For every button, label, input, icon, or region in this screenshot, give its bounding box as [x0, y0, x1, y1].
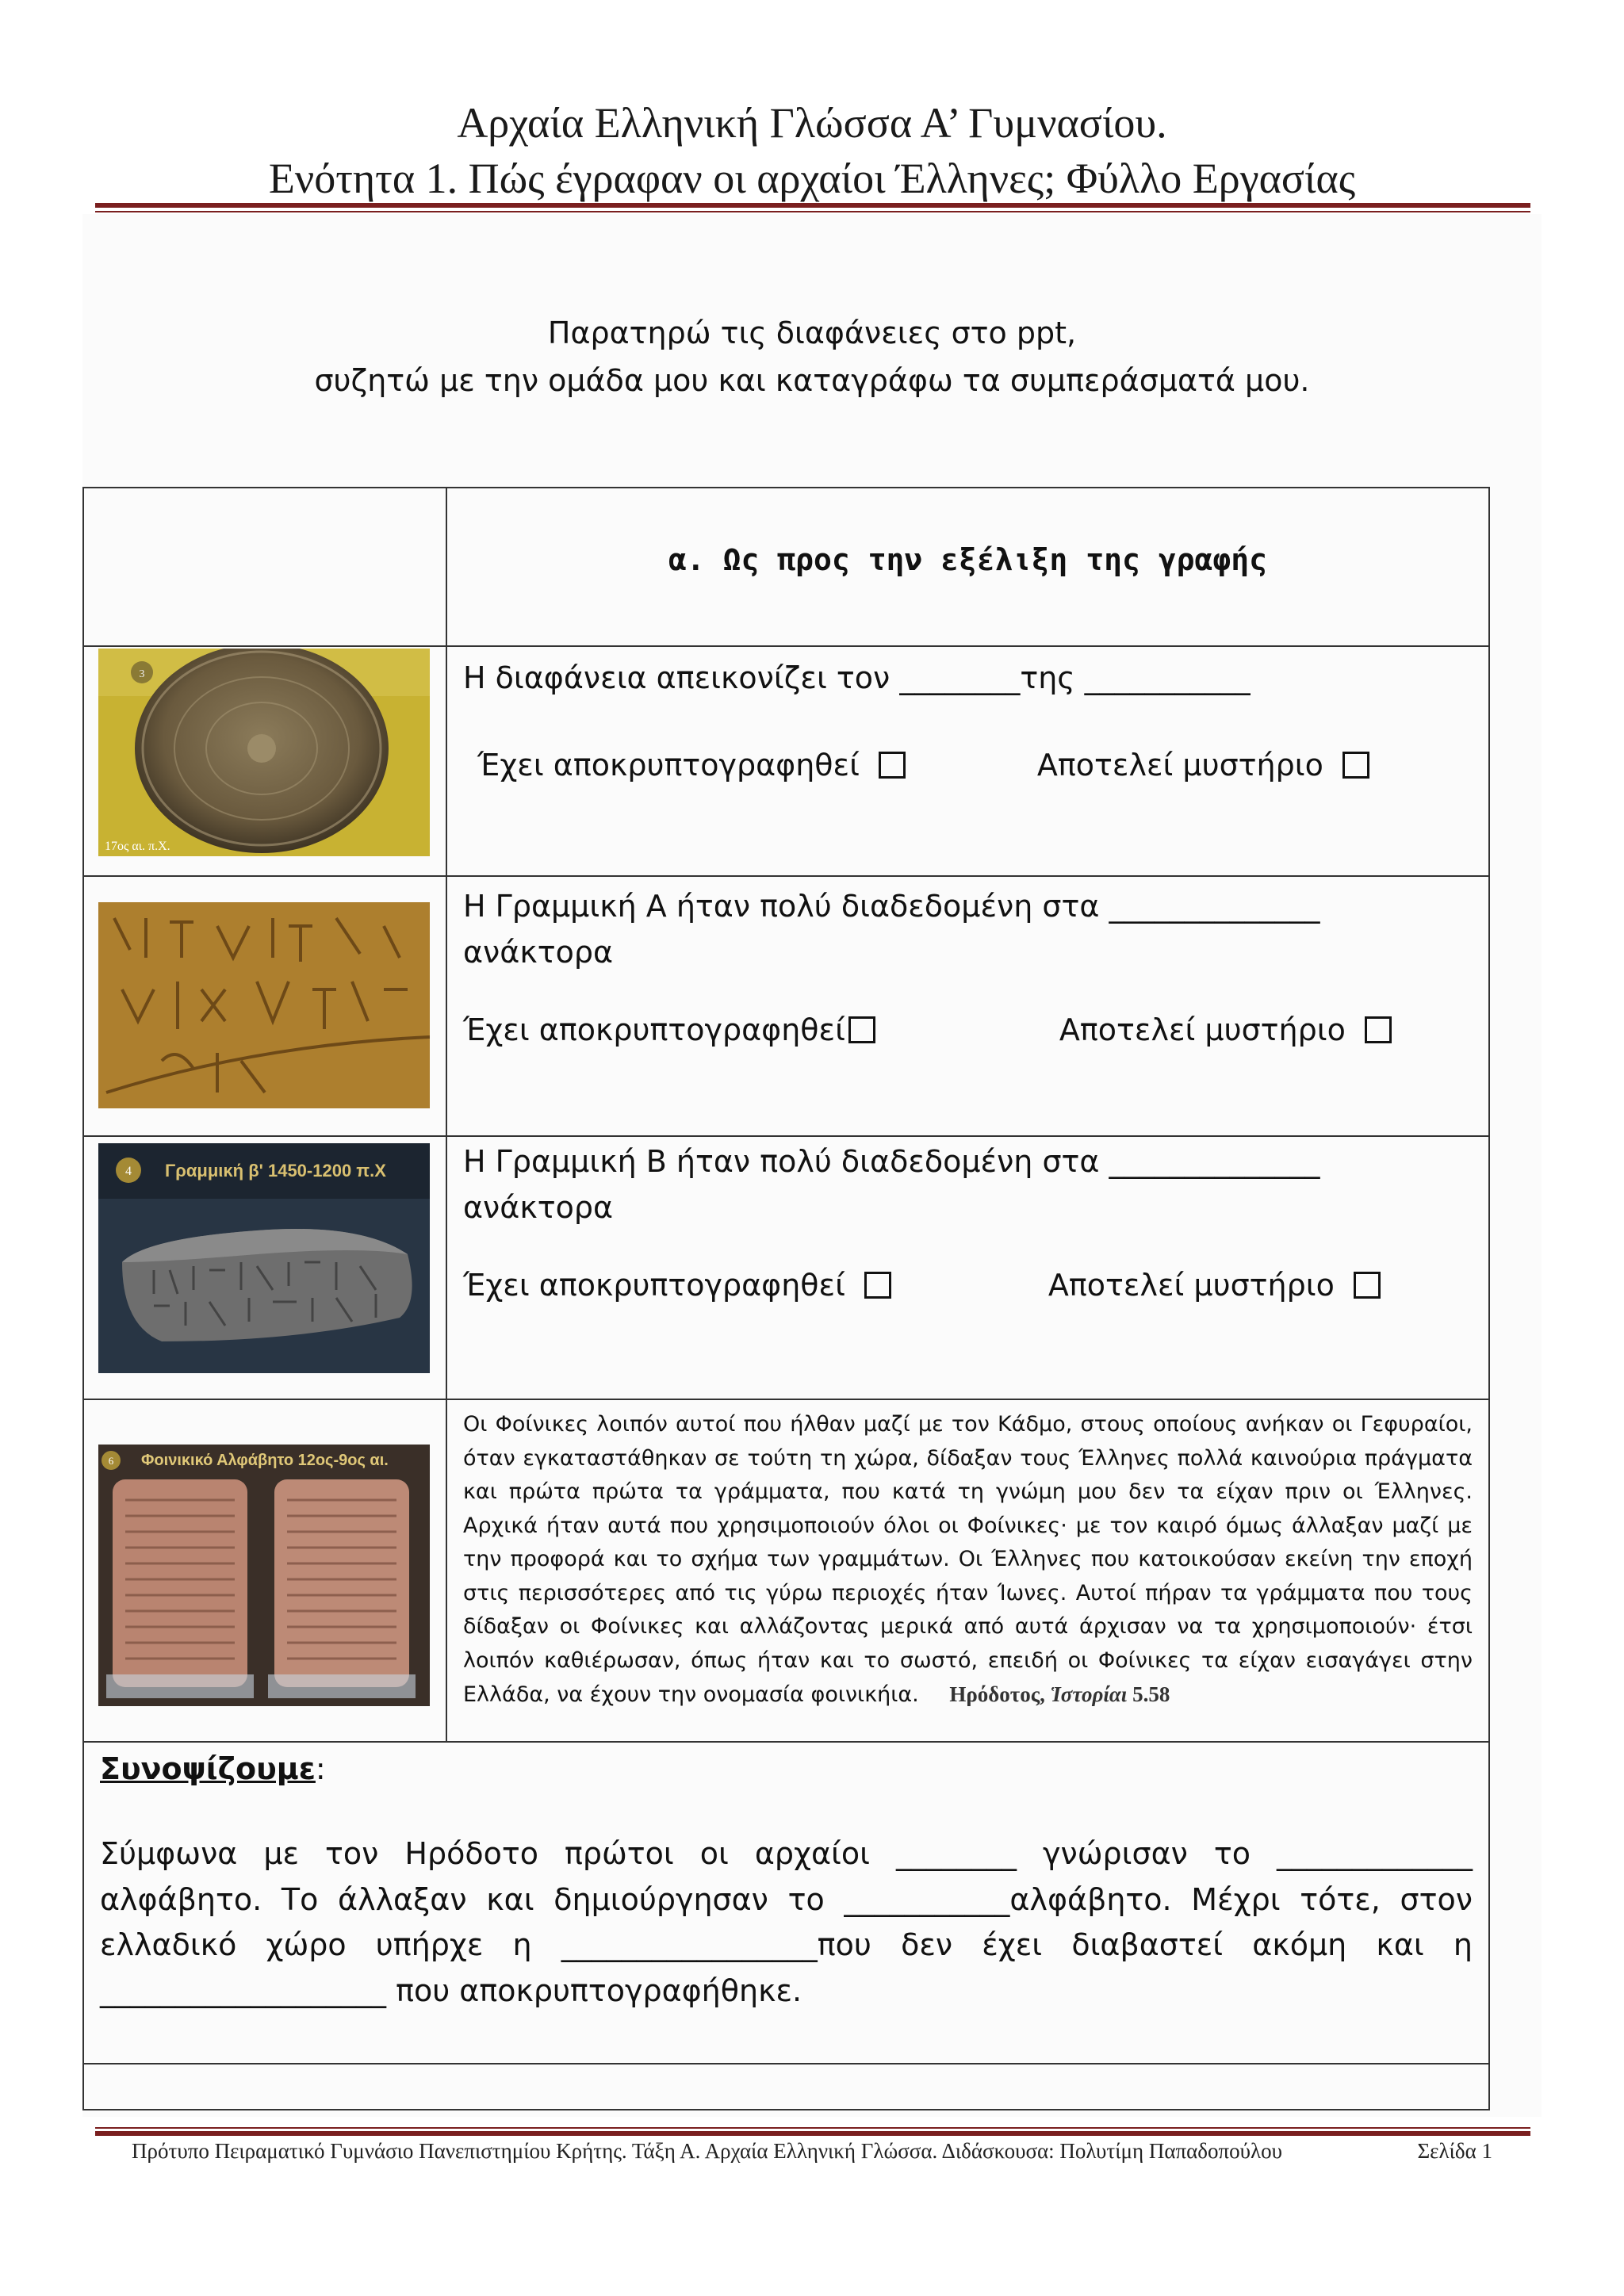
mystery-checkbox-3[interactable] [1354, 1272, 1381, 1299]
summary-heading [100, 1749, 1473, 1789]
decoded-label-1: Έχει αποκρυπτογραφηθεί [477, 748, 860, 783]
question-2-line-2: ανάκτορα [463, 935, 614, 970]
phaistos-badge: 3 [139, 668, 145, 680]
image-cell-linear-a [83, 876, 446, 1136]
source-author: Ηρόδοτος, [949, 1682, 1045, 1706]
linear-a-photo [98, 902, 430, 1108]
instructions [82, 309, 1542, 404]
footer-rule-thin [95, 2127, 1530, 2129]
herodotus-source [949, 1682, 1170, 1706]
image-cell-linear-b [83, 1136, 446, 1399]
empty-header-cell [83, 488, 446, 646]
herodotus-quote [463, 1400, 1488, 1720]
mystery-label-1: Αποτελεί μυστήριο [1036, 748, 1323, 783]
header-rule-thick [95, 203, 1530, 208]
source-reference: 5.58 [1132, 1682, 1170, 1706]
phaistos-disc-photo [98, 649, 430, 856]
linear-b-photo [98, 1143, 430, 1373]
empty-final-row [83, 2064, 1489, 2110]
page-header [0, 95, 1624, 206]
summary-text: Σύμφωνα με τον Ηρόδοτο πρώτοι οι αρχαίοι ________ γνώρισαν το _____________ αλφάβητο. Το άλλαξαν και δημιούργησαν το ___________αλφάβητο. Μέχρι τότε, στον ελλαδικό χώρο υπήρχε η _________________που δεν έχει διαβαστεί ακόμη και η ___________________ που αποκρυπτογραφήθηκε. [100, 1836, 1473, 2008]
phoenician-alphabet-photo [98, 1445, 430, 1706]
question-1-text: Η διαφάνεια απεικονίζει τον ________της ___________ [463, 660, 1251, 695]
worksheet-table [82, 487, 1490, 2110]
mystery-label-2: Αποτελεί μυστήριο [1059, 1012, 1346, 1047]
phoenician-caption: Φοινικικό Αλφάβητο 12ος-9ος αι. [141, 1452, 389, 1469]
question-cell-3 [446, 1136, 1489, 1399]
summary-title-colon: : [315, 1751, 326, 1786]
phoenician-badge: 6 [108, 1455, 114, 1467]
phaistos-caption: 17ος αι. π.Χ. [105, 840, 170, 853]
decoded-label-2: Έχει αποκρυπτογραφηθεί [463, 1012, 845, 1047]
decoded-checkbox-1[interactable] [879, 752, 906, 779]
herodotus-quote-text: Οι Φοίνικες λοιπόν αυτοί που ήλθαν μαζί με τον Κάδμο, στους οποίους ανήκαν οι Γεφυραίοι, όταν εγκαταστάθηκαν σε τούτη τη χώρα, δίδαξαν τους Έλληνες πολλά καινούρια πράγματα και πρώτα πρώτα τα γράμματα, που κατά τη γνώμη μου δεν τα είχαν πριν οι Έλληνες. Αρχικά ήταν αυτά που χρησιμοποιούν όλοι οι Φοίνικες· με τον καιρό όμως άλλαξαν μαζί με την προφορά και το σχήμα των γραμμάτων. Οι Έλληνες που κατοικούσαν εκείνη την εποχή στις περισσότερες από τις γύρω περιοχές ήταν Ίωνες. Αυτοί πήραν τα γράμματα που τους δίδαξαν οι Φοίνικες και αλλάζοντας μερικά από αυτά άρχισαν να τα χρησιμοποιούν· έτσι λοιπόν καθιέρωσαν, όπως ήταν και το σωστό, επειδή οι Φοίνικες τα είχαν εισαγάγει στην Ελλάδα, να έχουν την ονομασία φοινικήια. [463, 1412, 1473, 1707]
header-title: Αρχαία Ελληνική Γλώσσα Α’ Γυμνασίου. [457, 99, 1167, 147]
question-cell-2 [446, 876, 1489, 1136]
check-row-1 [463, 742, 1488, 788]
footer-school: Πρότυπο Πειραματικό Γυμνάσιο Πανεπιστημίου Κρήτης. Τάξη Α. Αρχαία Ελληνική Γλώσσα. Διδάσκουσα: Πολυτίμη Παπαδοπούλου [132, 2139, 1282, 2163]
question-cell-1 [446, 646, 1489, 876]
mystery-checkbox-1[interactable] [1342, 752, 1369, 779]
linear-b-caption: Γραμμική β' 1450-1200 π.Χ [165, 1161, 386, 1181]
summary-title: Συνοψίζουμε [100, 1751, 316, 1786]
instructions-line-1: Παρατηρώ τις διαφάνειες στο ppt, [547, 316, 1077, 350]
decoded-checkbox-3[interactable] [864, 1272, 891, 1299]
page-footer [132, 2139, 1492, 2164]
instructions-line-2: συζητώ με την ομάδα μου και καταγράφω τα συμπεράσματά μου. [314, 363, 1310, 398]
decoded-checkbox-2[interactable] [848, 1016, 875, 1043]
check-row-3 [463, 1262, 1488, 1308]
summary-cell [83, 1742, 1489, 2064]
header-rule-thin [95, 211, 1530, 212]
mystery-label-3: Αποτελεί μυστήριο [1048, 1268, 1335, 1303]
column-title: α. Ως προς την εξέλιξη της γραφής [668, 542, 1267, 577]
mystery-checkbox-2[interactable] [1365, 1016, 1392, 1043]
question-2-line-1: Η Γραμμική Α ήταν πολύ διαδεδομένη στα ______________ [463, 889, 1320, 924]
image-cell-phaistos [83, 646, 446, 876]
decoded-label-3: Έχει αποκρυπτογραφηθεί [463, 1268, 845, 1303]
quote-cell [446, 1399, 1489, 1742]
source-work: Ἱστορίαι [1050, 1682, 1128, 1706]
check-row-2 [463, 1007, 1488, 1053]
question-3-line-2: ανάκτορα [463, 1190, 614, 1225]
linear-b-badge: 4 [125, 1165, 132, 1178]
question-3-line-1: Η Γραμμική Β ήταν πολύ διαδεδομένη στα ______________ [463, 1144, 1320, 1179]
column-title-cell [446, 488, 1489, 646]
image-cell-phoenician [83, 1399, 446, 1742]
header-subtitle: Ενότητα 1. Πώς έγραφαν οι αρχαίοι Έλληνες; Φύλλο Εργασίας [268, 155, 1356, 202]
footer-rule-thick [95, 2131, 1530, 2136]
footer-page-number: Σελίδα 1 [1417, 2139, 1492, 2163]
